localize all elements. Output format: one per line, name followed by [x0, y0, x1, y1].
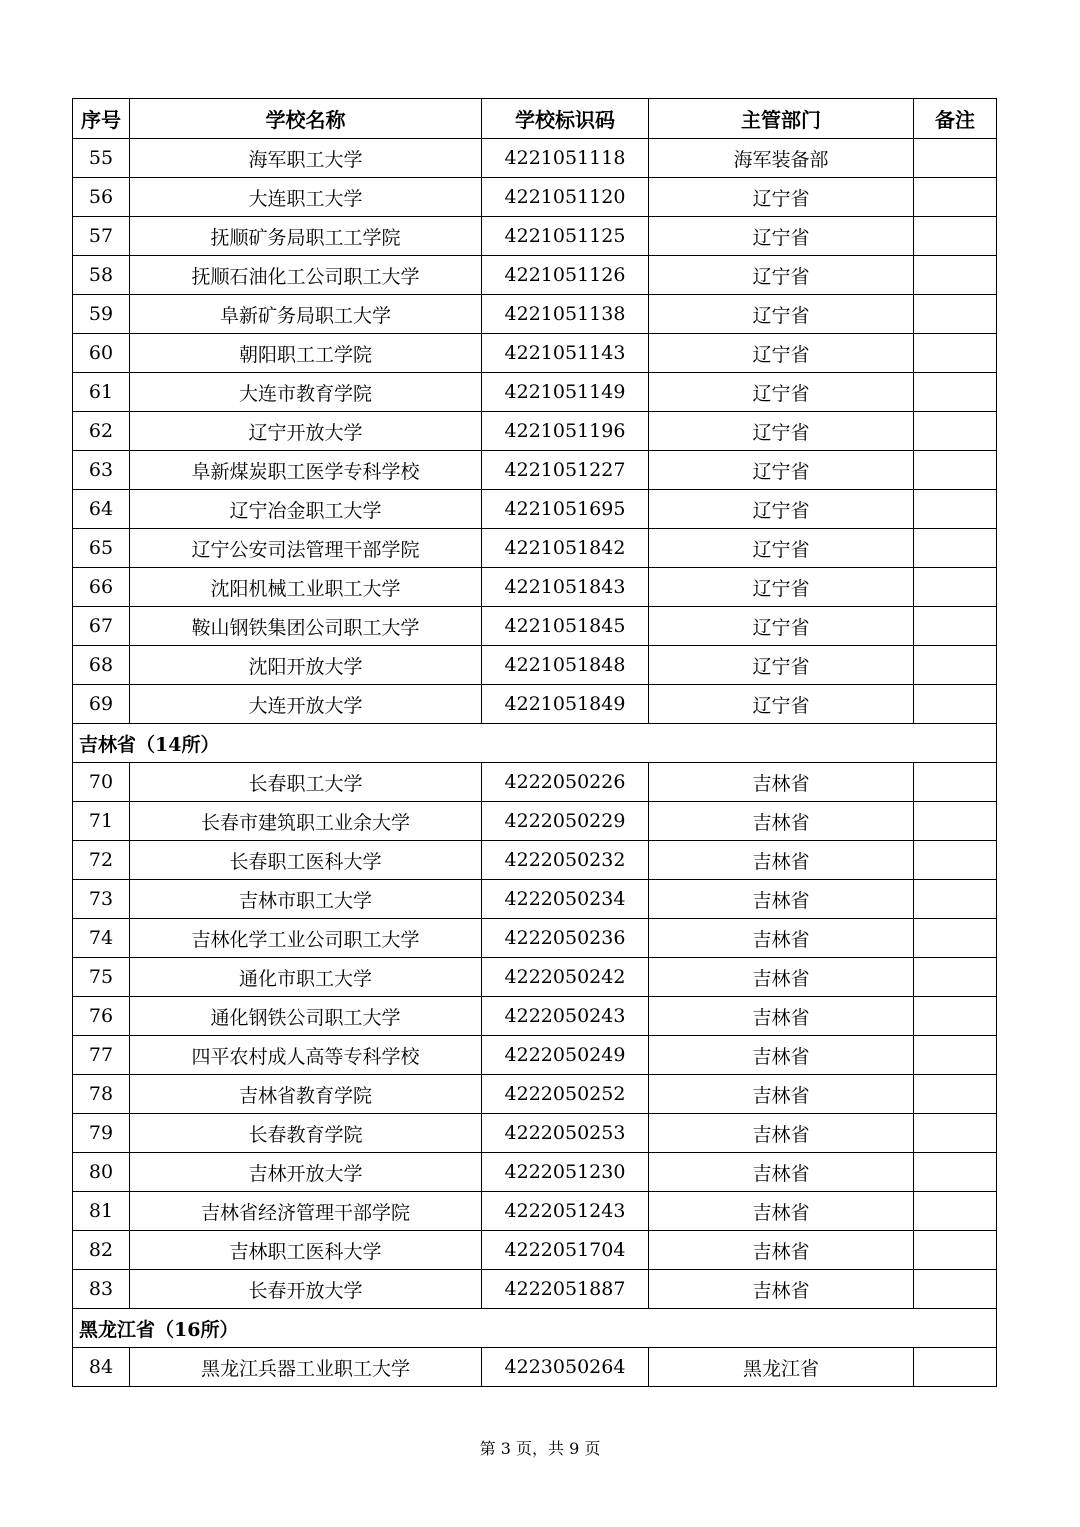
serial-number-cell: 82	[73, 1231, 130, 1270]
school-code-cell: 4222050232	[482, 841, 649, 880]
school-code-cell: 4222051230	[482, 1153, 649, 1192]
school-name-cell: 通化市职工大学	[130, 958, 482, 997]
school-name-cell: 吉林开放大学	[130, 1153, 482, 1192]
school-name-cell: 沈阳开放大学	[130, 646, 482, 685]
department-cell: 辽宁省	[649, 178, 914, 217]
header-department: 主管部门	[649, 99, 914, 139]
serial-number-cell: 67	[73, 607, 130, 646]
serial-number-cell: 79	[73, 1114, 130, 1153]
school-name-cell: 长春职工大学	[130, 763, 482, 802]
school-code-cell: 4222050226	[482, 763, 649, 802]
table-row	[73, 1348, 997, 1387]
remarks-cell	[914, 412, 997, 451]
department-cell: 辽宁省	[649, 646, 914, 685]
serial-number-cell: 72	[73, 841, 130, 880]
school-name-cell: 辽宁公安司法管理干部学院	[130, 529, 482, 568]
remarks-cell	[914, 217, 997, 256]
serial-number-cell: 56	[73, 178, 130, 217]
table-header-row	[73, 99, 997, 139]
school-code-cell: 4221051143	[482, 334, 649, 373]
school-code-cell: 4221051842	[482, 529, 649, 568]
school-code-cell: 4221051695	[482, 490, 649, 529]
department-cell: 辽宁省	[649, 256, 914, 295]
remarks-cell	[914, 256, 997, 295]
serial-number-cell: 69	[73, 685, 130, 724]
table-row	[73, 412, 997, 451]
school-name-cell: 吉林化学工业公司职工大学	[130, 919, 482, 958]
school-code-cell: 4221051848	[482, 646, 649, 685]
school-name-cell: 长春教育学院	[130, 1114, 482, 1153]
department-cell: 辽宁省	[649, 451, 914, 490]
school-name-cell: 海军职工大学	[130, 139, 482, 178]
school-name-cell: 通化钢铁公司职工大学	[130, 997, 482, 1036]
school-code-cell: 4221051149	[482, 373, 649, 412]
department-cell: 辽宁省	[649, 334, 914, 373]
table-row	[73, 841, 997, 880]
table-row	[73, 1192, 997, 1231]
school-name-cell: 阜新矿务局职工大学	[130, 295, 482, 334]
remarks-cell	[914, 178, 997, 217]
department-cell: 黑龙江省	[649, 1348, 914, 1387]
remarks-cell	[914, 1153, 997, 1192]
serial-number-cell: 75	[73, 958, 130, 997]
remarks-cell	[914, 295, 997, 334]
school-name-cell: 辽宁冶金职工大学	[130, 490, 482, 529]
table-row	[73, 958, 997, 997]
serial-number-cell: 65	[73, 529, 130, 568]
school-name-cell: 长春市建筑职工业余大学	[130, 802, 482, 841]
department-cell: 辽宁省	[649, 490, 914, 529]
serial-number-cell: 71	[73, 802, 130, 841]
serial-number-cell: 76	[73, 997, 130, 1036]
serial-number-cell: 58	[73, 256, 130, 295]
school-code-cell: 4222050249	[482, 1036, 649, 1075]
department-cell: 吉林省	[649, 802, 914, 841]
school-name-cell: 吉林职工医科大学	[130, 1231, 482, 1270]
school-name-cell: 朝阳职工工学院	[130, 334, 482, 373]
school-name-cell: 鞍山钢铁集团公司职工大学	[130, 607, 482, 646]
remarks-cell	[914, 373, 997, 412]
remarks-cell	[914, 529, 997, 568]
serial-number-cell: 84	[73, 1348, 130, 1387]
table-row	[73, 1114, 997, 1153]
school-code-cell: 4222050234	[482, 880, 649, 919]
school-name-cell: 大连开放大学	[130, 685, 482, 724]
table-row	[73, 334, 997, 373]
header-serial-number: 序号	[73, 99, 130, 139]
remarks-cell	[914, 997, 997, 1036]
school-code-cell: 4222050243	[482, 997, 649, 1036]
table-row	[73, 373, 997, 412]
table-row	[73, 295, 997, 334]
department-cell: 吉林省	[649, 919, 914, 958]
province-group-heading: 吉林省（14所）	[73, 724, 997, 763]
serial-number-cell: 78	[73, 1075, 130, 1114]
serial-number-cell: 63	[73, 451, 130, 490]
table-row	[73, 880, 997, 919]
remarks-cell	[914, 919, 997, 958]
serial-number-cell: 59	[73, 295, 130, 334]
remarks-cell	[914, 451, 997, 490]
table-row	[73, 646, 997, 685]
department-cell: 吉林省	[649, 1231, 914, 1270]
department-cell: 吉林省	[649, 1114, 914, 1153]
group-row	[73, 1309, 997, 1348]
remarks-cell	[914, 1192, 997, 1231]
remarks-cell	[914, 1114, 997, 1153]
school-name-cell: 吉林省教育学院	[130, 1075, 482, 1114]
school-code-cell: 4221051843	[482, 568, 649, 607]
school-code-cell: 4222050242	[482, 958, 649, 997]
table-row	[73, 139, 997, 178]
remarks-cell	[914, 880, 997, 919]
remarks-cell	[914, 1075, 997, 1114]
school-code-cell: 4222050253	[482, 1114, 649, 1153]
serial-number-cell: 57	[73, 217, 130, 256]
remarks-cell	[914, 490, 997, 529]
serial-number-cell: 83	[73, 1270, 130, 1309]
table-row	[73, 802, 997, 841]
department-cell: 吉林省	[649, 997, 914, 1036]
remarks-cell	[914, 685, 997, 724]
serial-number-cell: 62	[73, 412, 130, 451]
school-name-cell: 吉林市职工大学	[130, 880, 482, 919]
department-cell: 海军装备部	[649, 139, 914, 178]
remarks-cell	[914, 802, 997, 841]
department-cell: 吉林省	[649, 1036, 914, 1075]
school-code-cell: 4222050236	[482, 919, 649, 958]
serial-number-cell: 73	[73, 880, 130, 919]
remarks-cell	[914, 139, 997, 178]
remarks-cell	[914, 646, 997, 685]
serial-number-cell: 61	[73, 373, 130, 412]
department-cell: 辽宁省	[649, 217, 914, 256]
department-cell: 吉林省	[649, 841, 914, 880]
table-row	[73, 1231, 997, 1270]
school-code-cell: 4221051126	[482, 256, 649, 295]
serial-number-cell: 55	[73, 139, 130, 178]
remarks-cell	[914, 958, 997, 997]
school-name-cell: 阜新煤炭职工医学专科学校	[130, 451, 482, 490]
remarks-cell	[914, 841, 997, 880]
serial-number-cell: 66	[73, 568, 130, 607]
table-row	[73, 1075, 997, 1114]
table-row	[73, 451, 997, 490]
department-cell: 辽宁省	[649, 685, 914, 724]
school-name-cell: 辽宁开放大学	[130, 412, 482, 451]
school-code-cell: 4222051704	[482, 1231, 649, 1270]
school-table	[72, 98, 997, 1387]
school-name-cell: 吉林省经济管理干部学院	[130, 1192, 482, 1231]
remarks-cell	[914, 1231, 997, 1270]
table-row	[73, 1270, 997, 1309]
serial-number-cell: 80	[73, 1153, 130, 1192]
school-code-cell: 4221051118	[482, 139, 649, 178]
school-code-cell: 4221051196	[482, 412, 649, 451]
department-cell: 吉林省	[649, 958, 914, 997]
header-remarks: 备注	[914, 99, 997, 139]
school-name-cell: 黑龙江兵器工业职工大学	[130, 1348, 482, 1387]
remarks-cell	[914, 607, 997, 646]
table-row	[73, 256, 997, 295]
remarks-cell	[914, 1036, 997, 1075]
school-code-cell: 4221051120	[482, 178, 649, 217]
remarks-cell	[914, 568, 997, 607]
department-cell: 吉林省	[649, 1270, 914, 1309]
serial-number-cell: 60	[73, 334, 130, 373]
remarks-cell	[914, 763, 997, 802]
school-name-cell: 长春开放大学	[130, 1270, 482, 1309]
group-row	[73, 724, 997, 763]
department-cell: 辽宁省	[649, 568, 914, 607]
serial-number-cell: 74	[73, 919, 130, 958]
school-name-cell: 四平农村成人高等专科学校	[130, 1036, 482, 1075]
department-cell: 辽宁省	[649, 373, 914, 412]
serial-number-cell: 70	[73, 763, 130, 802]
table-row	[73, 568, 997, 607]
table-row	[73, 529, 997, 568]
serial-number-cell: 81	[73, 1192, 130, 1231]
serial-number-cell: 68	[73, 646, 130, 685]
department-cell: 吉林省	[649, 1075, 914, 1114]
table-row	[73, 178, 997, 217]
department-cell: 吉林省	[649, 1153, 914, 1192]
table-row	[73, 763, 997, 802]
serial-number-cell: 77	[73, 1036, 130, 1075]
school-code-cell: 4221051849	[482, 685, 649, 724]
table-row	[73, 1153, 997, 1192]
school-name-cell: 长春职工医科大学	[130, 841, 482, 880]
school-code-cell: 4223050264	[482, 1348, 649, 1387]
table-row	[73, 217, 997, 256]
table-row	[73, 490, 997, 529]
school-code-cell: 4221051138	[482, 295, 649, 334]
department-cell: 辽宁省	[649, 412, 914, 451]
school-name-cell: 沈阳机械工业职工大学	[130, 568, 482, 607]
department-cell: 辽宁省	[649, 295, 914, 334]
table-row	[73, 607, 997, 646]
school-name-cell: 抚顺石油化工公司职工大学	[130, 256, 482, 295]
header-school-code: 学校标识码	[482, 99, 649, 139]
school-name-cell: 抚顺矿务局职工工学院	[130, 217, 482, 256]
header-school-name: 学校名称	[130, 99, 482, 139]
table-row	[73, 919, 997, 958]
remarks-cell	[914, 1270, 997, 1309]
remarks-cell	[914, 1348, 997, 1387]
department-cell: 吉林省	[649, 1192, 914, 1231]
school-code-cell: 4221051125	[482, 217, 649, 256]
school-code-cell: 4222051243	[482, 1192, 649, 1231]
school-code-cell: 4222050229	[482, 802, 649, 841]
page-footer: 第 3 页，共 9 页	[479, 1439, 601, 1458]
department-cell: 吉林省	[649, 763, 914, 802]
school-code-cell: 4222050252	[482, 1075, 649, 1114]
school-name-cell: 大连职工大学	[130, 178, 482, 217]
school-name-cell: 大连市教育学院	[130, 373, 482, 412]
school-code-cell: 4221051845	[482, 607, 649, 646]
serial-number-cell: 64	[73, 490, 130, 529]
table-row	[73, 1036, 997, 1075]
department-cell: 辽宁省	[649, 529, 914, 568]
table-row	[73, 685, 997, 724]
department-cell: 辽宁省	[649, 607, 914, 646]
school-code-cell: 4222051887	[482, 1270, 649, 1309]
table-row	[73, 997, 997, 1036]
department-cell: 吉林省	[649, 880, 914, 919]
province-group-heading: 黑龙江省（16所）	[73, 1309, 997, 1348]
remarks-cell	[914, 334, 997, 373]
school-code-cell: 4221051227	[482, 451, 649, 490]
